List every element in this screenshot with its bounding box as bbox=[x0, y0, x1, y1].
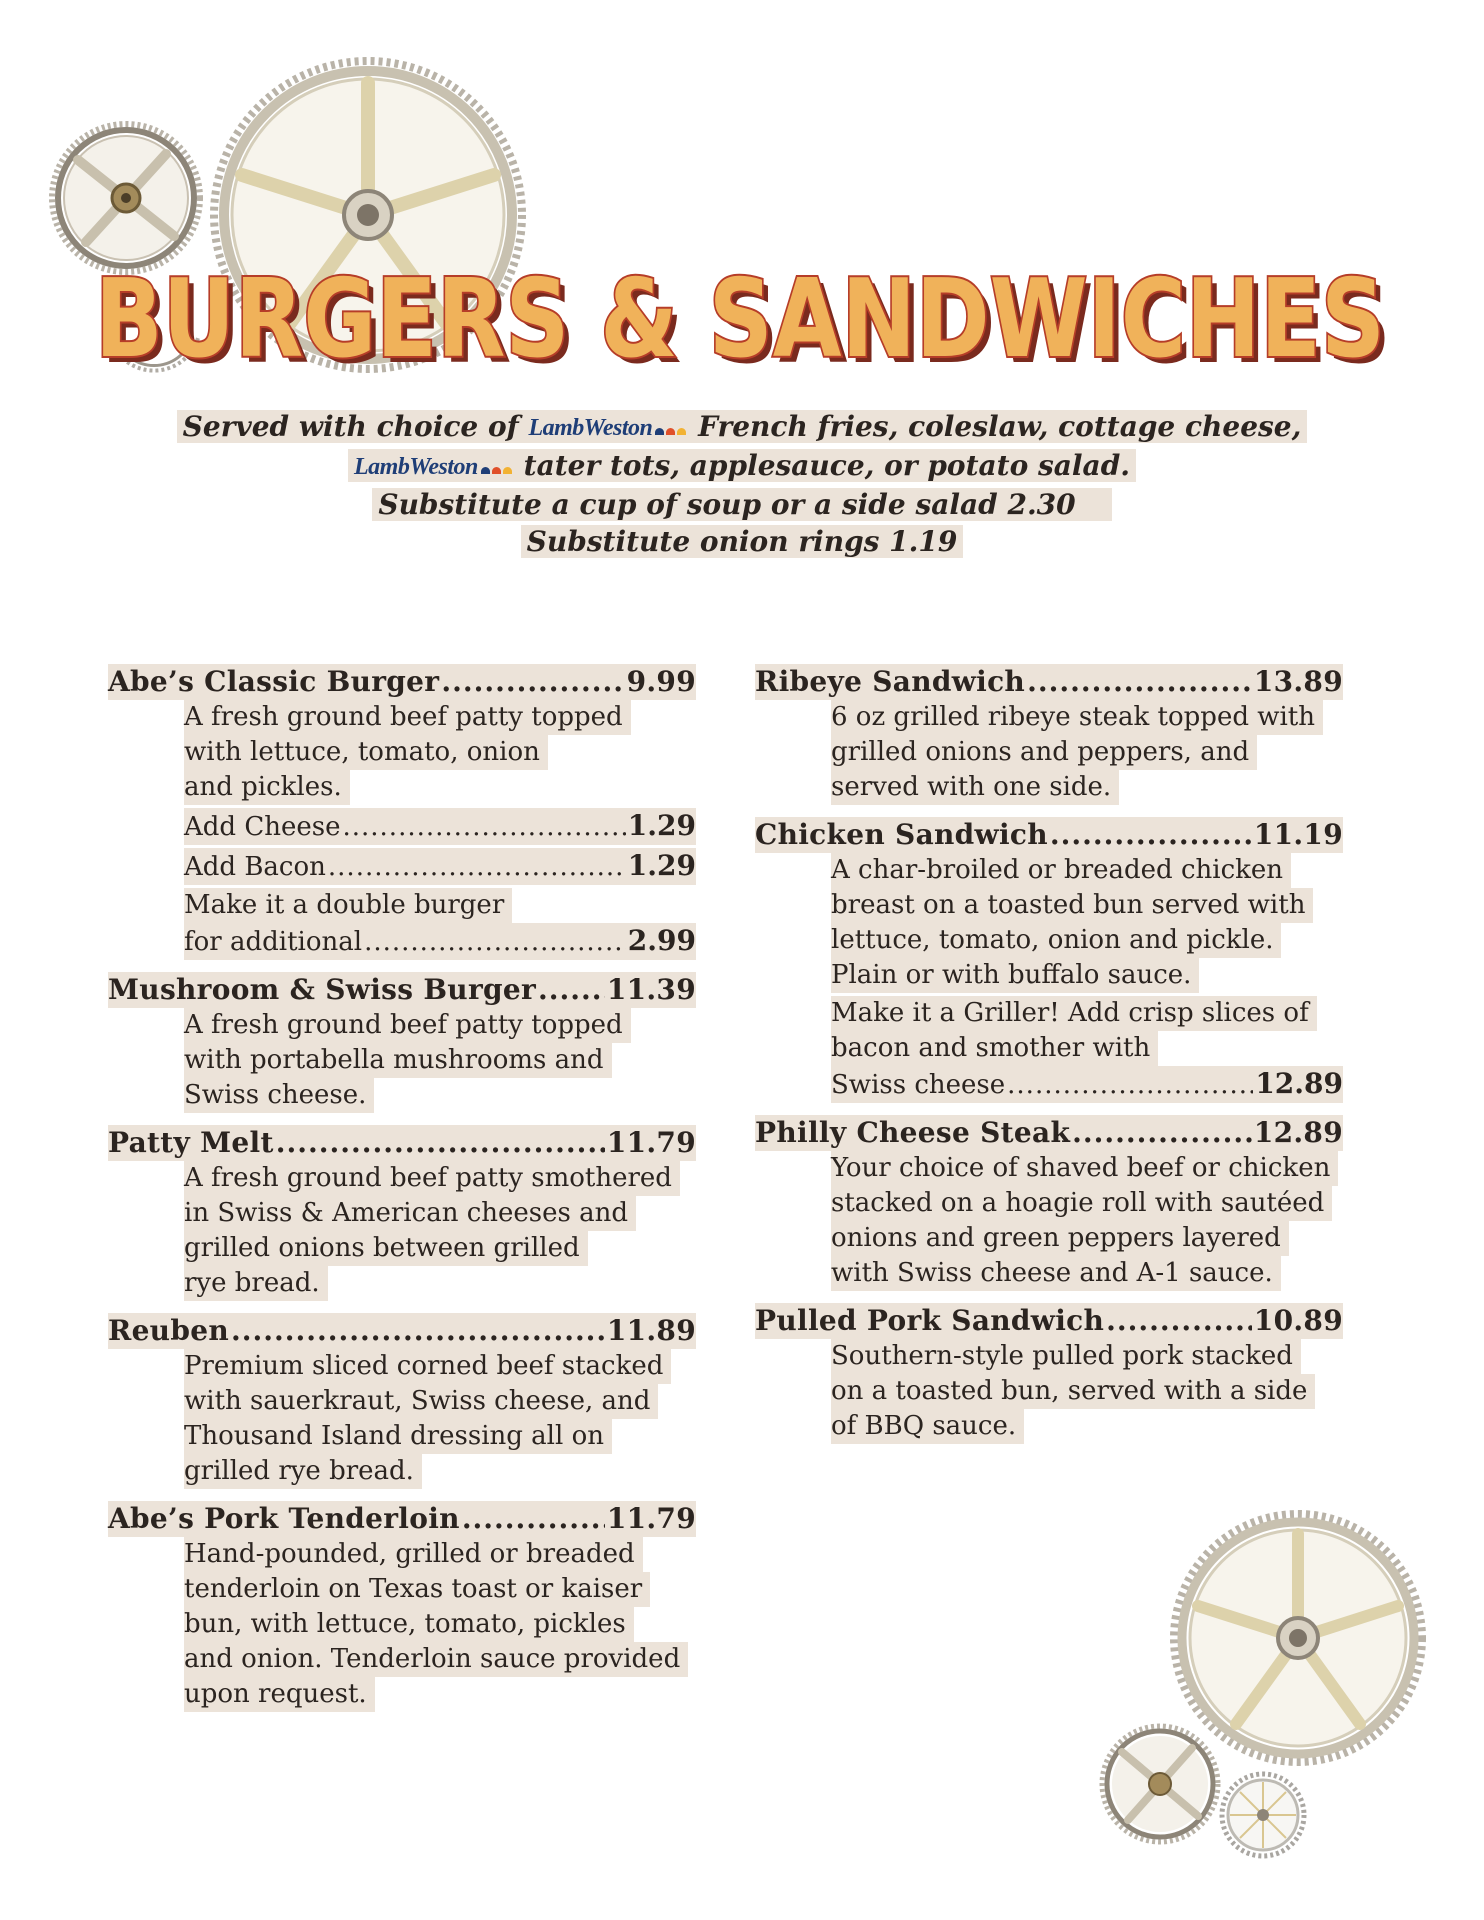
title-text: BURGERS & SANDWICHES bbox=[95, 262, 1385, 382]
desc-line: lettuce, tomato, onion and pickle. bbox=[831, 923, 1281, 958]
desc-line: grilled rye bread. bbox=[184, 1454, 422, 1489]
item-price: 11.39 bbox=[606, 973, 696, 1006]
sides-line-1b: French fries, coleslaw, cottage cheese, bbox=[698, 410, 1302, 443]
addon-double bbox=[184, 923, 696, 960]
item-description bbox=[831, 1151, 1343, 1291]
desc-line: served with one side. bbox=[831, 770, 1119, 805]
desc-line: Swiss cheese. bbox=[184, 1078, 374, 1113]
desc-line: of BBQ sauce. bbox=[831, 1409, 1024, 1444]
item-price: 10.89 bbox=[1253, 1304, 1343, 1337]
desc-line: with lettuce, tomato, onion bbox=[184, 735, 548, 770]
menu-item-header bbox=[108, 1125, 696, 1161]
note-line: Make it a Griller! Add crisp slices of bbox=[831, 996, 1317, 1031]
item-description bbox=[184, 1537, 696, 1712]
desc-line: Hand-pounded, grilled or breaded bbox=[184, 1537, 643, 1572]
desc-line: with Swiss cheese and A-1 sauce. bbox=[831, 1256, 1281, 1291]
item-name: Philly Cheese Steak bbox=[755, 1116, 1071, 1149]
item-name: Reuben bbox=[108, 1314, 229, 1347]
addon-price: 1.29 bbox=[627, 809, 696, 842]
menu-item bbox=[755, 1115, 1343, 1291]
title-shadow: BURGERS & SANDWICHES bbox=[101, 263, 1391, 382]
addon-note bbox=[184, 888, 696, 923]
dot-leader bbox=[276, 1125, 605, 1161]
desc-line: Plain or with buffalo sauce. bbox=[831, 958, 1199, 993]
dot-leader bbox=[1106, 1303, 1252, 1339]
addon-label: Add Cheese bbox=[184, 812, 341, 842]
desc-line: breast on a toasted bun served with bbox=[831, 888, 1313, 923]
desc-line: Southern-style pulled pork stacked bbox=[831, 1339, 1301, 1374]
menu-column-right bbox=[755, 664, 1343, 1456]
desc-line: and onion. Tenderloin sauce provided bbox=[184, 1642, 688, 1677]
item-description bbox=[831, 853, 1343, 993]
desc-line: grilled onions and peppers, and bbox=[831, 735, 1257, 770]
dot-leader bbox=[1050, 817, 1252, 853]
menu-item bbox=[755, 1303, 1343, 1444]
desc-line: A char-broiled or breaded chicken bbox=[831, 853, 1291, 888]
dot-leader bbox=[231, 1313, 605, 1349]
sides-info bbox=[0, 408, 1484, 560]
item-price: 9.99 bbox=[626, 665, 696, 698]
item-price: 11.79 bbox=[606, 1502, 696, 1535]
addon-griller bbox=[831, 1066, 1343, 1103]
menu-item bbox=[755, 664, 1343, 805]
desc-line: Thousand Island dressing all on bbox=[184, 1419, 612, 1454]
item-description bbox=[184, 700, 696, 805]
menu-item-header bbox=[108, 1313, 696, 1349]
item-price: 13.89 bbox=[1253, 665, 1343, 698]
dot-leader bbox=[1027, 664, 1252, 700]
item-description bbox=[184, 1161, 696, 1301]
desc-line: rye bread. bbox=[184, 1266, 328, 1301]
menu-item bbox=[108, 1501, 696, 1712]
item-price: 12.89 bbox=[1253, 1116, 1343, 1149]
gear-tiny-bottom-icon bbox=[1218, 1770, 1308, 1860]
menu-item bbox=[108, 1125, 696, 1301]
item-name: Pulled Pork Sandwich bbox=[755, 1304, 1105, 1337]
lambweston-logo: LambWeston bbox=[528, 410, 688, 447]
dot-leader bbox=[328, 850, 626, 885]
desc-line: with sauerkraut, Swiss cheese, and bbox=[184, 1384, 658, 1419]
item-description bbox=[831, 700, 1343, 805]
gear-small-bottom-icon bbox=[1098, 1722, 1222, 1846]
item-name: Mushroom & Swiss Burger bbox=[108, 973, 537, 1006]
menu-item bbox=[108, 972, 696, 1113]
gear-small-top-left-icon bbox=[48, 120, 204, 276]
desc-line: stacked on a hoagie roll with sautéed bbox=[831, 1186, 1332, 1221]
note-line: Make it a double burger bbox=[184, 888, 512, 923]
menu-item bbox=[108, 1313, 696, 1489]
item-name: Abe’s Classic Burger bbox=[108, 665, 440, 698]
item-price: 11.79 bbox=[606, 1126, 696, 1159]
item-description bbox=[184, 1008, 696, 1113]
desc-line: and pickles. bbox=[184, 770, 350, 805]
desc-line: in Swiss & American cheeses and bbox=[184, 1196, 636, 1231]
sides-line-3: Substitute a cup of soup or a side salad 2.30 bbox=[378, 488, 1076, 521]
lambweston-logo: LambWeston bbox=[354, 449, 514, 486]
sides-line-4: Substitute onion rings 1.19 bbox=[526, 525, 958, 558]
menu-item-header bbox=[755, 1115, 1343, 1151]
desc-line: with portabella mushrooms and bbox=[184, 1043, 612, 1078]
addon-price: 1.29 bbox=[627, 849, 696, 882]
dot-leader bbox=[462, 1501, 605, 1537]
menu-item-header bbox=[755, 664, 1343, 700]
menu-item bbox=[755, 817, 1343, 1103]
menu-item-header bbox=[108, 1501, 696, 1537]
item-description bbox=[831, 1339, 1343, 1444]
dot-leader bbox=[364, 925, 626, 960]
dot-leader bbox=[1007, 1068, 1253, 1103]
item-description bbox=[184, 1349, 696, 1489]
desc-line: A fresh ground beef patty topped bbox=[184, 700, 631, 735]
note-line: bacon and smother with bbox=[831, 1031, 1158, 1066]
dot-leader bbox=[538, 972, 605, 1008]
addon-price: 2.99 bbox=[627, 924, 696, 957]
sides-line-1a: Served with choice of bbox=[182, 410, 519, 443]
addon-note bbox=[831, 996, 1343, 1066]
item-price: 11.89 bbox=[606, 1314, 696, 1347]
menu-item-header bbox=[755, 817, 1343, 853]
menu-item-header bbox=[755, 1303, 1343, 1339]
addon-label: for additional bbox=[184, 927, 363, 957]
desc-line: A fresh ground beef patty smothered bbox=[184, 1161, 680, 1196]
desc-line: upon request. bbox=[184, 1677, 375, 1712]
desc-line: on a toasted bun, served with a side bbox=[831, 1374, 1315, 1409]
menu-item-header bbox=[108, 664, 696, 700]
addon-label: Add Bacon bbox=[184, 852, 326, 882]
sides-line-2: tater tots, applesauce, or potato salad. bbox=[523, 449, 1131, 482]
dot-leader bbox=[342, 810, 625, 845]
desc-line: bun, with lettuce, tomato, pickles bbox=[184, 1607, 634, 1642]
desc-line: 6 oz grilled ribeye steak topped with bbox=[831, 700, 1323, 735]
item-price: 11.19 bbox=[1253, 818, 1343, 851]
item-name: Abe’s Pork Tenderloin bbox=[108, 1502, 460, 1535]
item-name: Patty Melt bbox=[108, 1126, 274, 1159]
dot-leader bbox=[1072, 1115, 1252, 1151]
item-name: Ribeye Sandwich bbox=[755, 665, 1026, 698]
desc-line: A fresh ground beef patty topped bbox=[184, 1008, 631, 1043]
item-name: Chicken Sandwich bbox=[755, 818, 1048, 851]
addon-price: 12.89 bbox=[1255, 1067, 1343, 1100]
desc-line: Your choice of shaved beef or chicken bbox=[831, 1151, 1338, 1186]
addon-cheese bbox=[184, 808, 696, 845]
desc-line: grilled onions between grilled bbox=[184, 1231, 588, 1266]
desc-line: Premium sliced corned beef stacked bbox=[184, 1349, 671, 1384]
menu-item bbox=[108, 664, 696, 960]
menu-item-header bbox=[108, 972, 696, 1008]
dot-leader bbox=[441, 664, 624, 700]
addon-label: Swiss cheese bbox=[831, 1070, 1006, 1100]
page-title bbox=[0, 262, 1484, 382]
menu-column-left bbox=[108, 664, 696, 1724]
desc-line: tenderloin on Texas toast or kaiser bbox=[184, 1572, 650, 1607]
addon-bacon bbox=[184, 848, 696, 885]
desc-line: onions and green peppers layered bbox=[831, 1221, 1289, 1256]
